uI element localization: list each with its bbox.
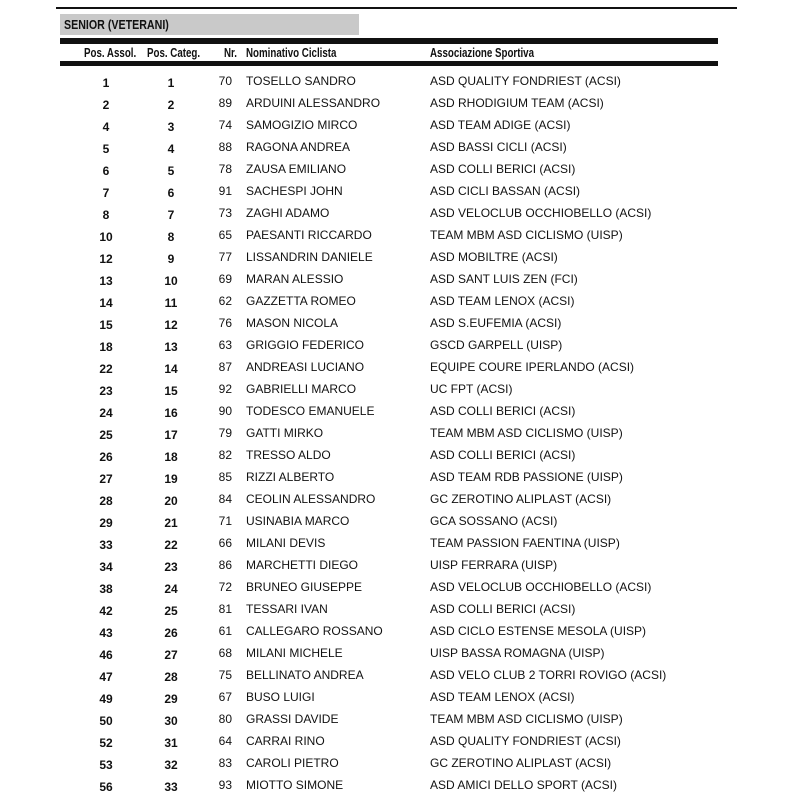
rider-name-cell: BELLINATO ANDREA [246,668,364,682]
pos-assol-cell: 47 [99,670,113,684]
pos-categ-cell: 18 [164,450,178,464]
table-row [0,599,793,621]
rider-name-cell: ZAGHI ADAMO [246,206,330,220]
pos-categ-cell: 12 [164,318,178,332]
bib-number-cell: 73 [218,206,232,220]
pos-assol-cell: 52 [99,736,113,750]
rider-name-cell: GRASSI DAVIDE [246,712,339,726]
pos-categ-cell: 14 [164,362,178,376]
table-row [0,687,793,709]
pos-assol-cell: 56 [99,780,113,794]
team-cell: ASD COLLI BERICI (ACSI) [430,602,576,616]
bib-number-cell: 67 [218,690,232,704]
rider-name-cell: BRUNEO GIUSEPPE [246,580,363,594]
team-cell: ASD CICLI BASSAN (ACSI) [430,184,581,198]
column-header-pos-categ: Pos. Categ. [147,46,201,60]
table-row [0,335,793,357]
pos-assol-cell: 28 [99,494,113,508]
table-row [0,181,793,203]
pos-categ-cell: 24 [164,582,178,596]
bib-number-cell: 85 [218,470,232,484]
team-cell: GC ZEROTINO ALIPLAST (ACSI) [430,492,612,506]
bib-number-cell: 87 [218,360,232,374]
pos-assol-cell: 49 [99,692,113,706]
pos-assol-cell: 50 [99,714,113,728]
pos-assol-cell: 6 [102,164,110,178]
team-cell: ASD COLLI BERICI (ACSI) [430,162,576,176]
bib-number-cell: 92 [218,382,232,396]
bib-number-cell: 68 [218,646,232,660]
pos-categ-cell: 21 [164,516,178,530]
rider-name-cell: CARRAI RINO [246,734,325,748]
category-title: SENIOR (VETERANI) [64,17,169,32]
rider-name-cell: USINABIA MARCO [246,514,350,528]
table-row [0,511,793,533]
pos-assol-cell: 53 [99,758,113,772]
bib-number-cell: 74 [218,118,232,132]
bib-number-cell: 91 [218,184,232,198]
team-cell: UISP FERRARA (UISP) [430,558,558,572]
bib-number-cell: 81 [218,602,232,616]
table-row [0,71,793,93]
pos-assol-cell: 4 [102,120,110,134]
bib-number-cell: 83 [218,756,232,770]
team-cell: ASD TEAM LENOX (ACSI) [430,690,575,704]
pos-assol-cell: 34 [99,560,113,574]
team-cell: ASD COLLI BERICI (ACSI) [430,448,576,462]
table-row [0,203,793,225]
pos-categ-cell: 31 [164,736,178,750]
team-cell: EQUIPE COURE IPERLANDO (ACSI) [430,360,635,374]
pos-assol-cell: 26 [99,450,113,464]
team-cell: TEAM MBM ASD CICLISMO (UISP) [430,228,623,242]
rider-name-cell: TODESCO EMANUELE [246,404,375,418]
team-cell: ASD VELOCLUB OCCHIOBELLO (ACSI) [430,206,652,220]
rider-name-cell: SAMOGIZIO MIRCO [246,118,358,132]
rider-name-cell: GRIGGIO FEDERICO [246,338,365,352]
pos-assol-cell: 24 [99,406,113,420]
table-row [0,643,793,665]
pos-assol-cell: 14 [99,296,113,310]
rider-name-cell: GATTI MIRKO [246,426,324,440]
pos-categ-cell: 33 [164,780,178,794]
team-cell: UISP BASSA ROMAGNA (UISP) [430,646,605,660]
bib-number-cell: 64 [218,734,232,748]
team-cell: ASD VELO CLUB 2 TORRI ROVIGO (ACSI) [430,668,667,682]
table-row [0,93,793,115]
rider-name-cell: MARCHETTI DIEGO [246,558,359,572]
pos-assol-cell: 1 [102,76,110,90]
table-row [0,115,793,137]
team-cell: ASD QUALITY FONDRIEST (ACSI) [430,74,621,88]
rider-name-cell: TESSARI IVAN [246,602,328,616]
team-cell: GCA SOSSANO (ACSI) [430,514,558,528]
pos-assol-cell: 8 [102,208,110,222]
table-row [0,445,793,467]
pos-assol-cell: 38 [99,582,113,596]
pos-assol-cell: 23 [99,384,113,398]
rider-name-cell: CALLEGARO ROSSANO [246,624,383,638]
bib-number-cell: 86 [218,558,232,572]
pos-assol-cell: 29 [99,516,113,530]
table-row [0,269,793,291]
pos-categ-cell: 30 [164,714,178,728]
pos-assol-cell: 18 [99,340,113,354]
team-cell: ASD MOBILTRE (ACSI) [430,250,558,264]
bib-number-cell: 82 [218,448,232,462]
pos-assol-cell: 46 [99,648,113,662]
bib-number-cell: 61 [218,624,232,638]
bib-number-cell: 90 [218,404,232,418]
table-row [0,489,793,511]
pos-assol-cell: 25 [99,428,113,442]
table-row [0,533,793,555]
pos-assol-cell: 15 [99,318,113,332]
pos-categ-cell: 22 [164,538,178,552]
pos-assol-cell: 42 [99,604,113,618]
team-cell: TEAM PASSION FAENTINA (UISP) [430,536,620,550]
bib-number-cell: 63 [218,338,232,352]
column-header-name: Nominativo Ciclista [246,46,337,60]
pos-categ-cell: 32 [164,758,178,772]
pos-assol-cell: 13 [99,274,113,288]
rider-name-cell: MILANI DEVIS [246,536,326,550]
pos-categ-cell: 15 [164,384,178,398]
bib-number-cell: 77 [218,250,232,264]
pos-categ-cell: 23 [164,560,178,574]
rider-name-cell: TOSELLO SANDRO [246,74,356,88]
bib-number-cell: 89 [218,96,232,110]
pos-categ-cell: 26 [164,626,178,640]
rider-name-cell: BUSO LUIGI [246,690,315,704]
bib-number-cell: 65 [218,228,232,242]
team-cell: ASD TEAM ADIGE (ACSI) [430,118,571,132]
bib-number-cell: 75 [218,668,232,682]
pos-assol-cell: 22 [99,362,113,376]
rider-name-cell: GABRIELLI MARCO [246,382,357,396]
pos-categ-cell: 9 [167,252,175,266]
table-row [0,159,793,181]
table-row [0,555,793,577]
team-cell: TEAM MBM ASD CICLISMO (UISP) [430,712,623,726]
top-rule [56,7,737,9]
team-cell: ASD BASSI CICLI (ACSI) [430,140,567,154]
rider-name-cell: ZAUSA EMILIANO [246,162,347,176]
pos-assol-cell: 12 [99,252,113,266]
team-cell: ASD TEAM LENOX (ACSI) [430,294,575,308]
column-header-pos-assol: Pos. Assol. [84,46,137,60]
bib-number-cell: 93 [218,778,232,792]
team-cell: GSCD GARPELL (UISP) [430,338,563,352]
table-row [0,401,793,423]
rider-name-cell: RIZZI ALBERTO [246,470,335,484]
pos-assol-cell: 43 [99,626,113,640]
team-cell: ASD COLLI BERICI (ACSI) [430,404,576,418]
bib-number-cell: 66 [218,536,232,550]
team-cell: ASD S.EUFEMIA (ACSI) [430,316,562,330]
team-cell: ASD VELOCLUB OCCHIOBELLO (ACSI) [430,580,652,594]
rider-name-cell: SACHESPI JOHN [246,184,343,198]
team-cell: TEAM MBM ASD CICLISMO (UISP) [430,426,623,440]
table-row [0,357,793,379]
rider-name-cell: PAESANTI RICCARDO [246,228,372,242]
team-cell: ASD QUALITY FONDRIEST (ACSI) [430,734,621,748]
pos-assol-cell: 5 [102,142,110,156]
pos-categ-cell: 2 [167,98,175,112]
rider-name-cell: RAGONA ANDREA [246,140,351,154]
team-cell: UC FPT (ACSI) [430,382,513,396]
pos-assol-cell: 10 [99,230,113,244]
pos-assol-cell: 7 [102,186,110,200]
pos-categ-cell: 25 [164,604,178,618]
pos-categ-cell: 20 [164,494,178,508]
table-row [0,577,793,599]
pos-categ-cell: 17 [164,428,178,442]
pos-categ-cell: 8 [167,230,175,244]
results-table [0,71,793,797]
bib-number-cell: 76 [218,316,232,330]
rider-name-cell: ANDREASI LUCIANO [246,360,365,374]
pos-categ-cell: 13 [164,340,178,354]
pos-categ-cell: 6 [167,186,175,200]
pos-categ-cell: 27 [164,648,178,662]
table-row [0,467,793,489]
table-row [0,753,793,775]
rider-name-cell: MASON NICOLA [246,316,339,330]
pos-categ-cell: 16 [164,406,178,420]
team-cell: GC ZEROTINO ALIPLAST (ACSI) [430,756,612,770]
rider-name-cell: MIOTTO SIMONE [246,778,344,792]
rider-name-cell: ARDUINI ALESSANDRO [246,96,381,110]
pos-categ-cell: 7 [167,208,175,222]
table-row [0,247,793,269]
table-row [0,423,793,445]
pos-assol-cell: 33 [99,538,113,552]
pos-categ-cell: 3 [167,120,175,134]
bib-number-cell: 71 [218,514,232,528]
table-row [0,731,793,753]
team-cell: ASD TEAM RDB PASSIONE (UISP) [430,470,623,484]
team-cell: ASD RHODIGIUM TEAM (ACSI) [430,96,604,110]
team-cell: ASD CICLO ESTENSE MESOLA (UISP) [430,624,647,638]
team-cell: ASD SANT LUIS ZEN (FCI) [430,272,578,286]
rider-name-cell: GAZZETTA ROMEO [246,294,356,308]
bib-number-cell: 79 [218,426,232,440]
bib-number-cell: 78 [218,162,232,176]
table-row [0,775,793,797]
table-row [0,665,793,687]
rider-name-cell: TRESSO ALDO [246,448,331,462]
table-row [0,137,793,159]
bib-number-cell: 88 [218,140,232,154]
column-header-assoc: Associazione Sportiva [430,46,535,60]
bib-number-cell: 80 [218,712,232,726]
bib-number-cell: 84 [218,492,232,506]
header-rule-bottom [60,61,718,66]
team-cell: ASD AMICI DELLO SPORT (ACSI) [430,778,617,792]
rider-name-cell: CAROLI PIETRO [246,756,339,770]
pos-categ-cell: 11 [164,296,178,310]
column-header-nr: Nr. [224,46,238,60]
rider-name-cell: CEOLIN ALESSANDRO [246,492,376,506]
pos-categ-cell: 19 [164,472,178,486]
pos-categ-cell: 5 [167,164,175,178]
bib-number-cell: 69 [218,272,232,286]
pos-categ-cell: 29 [164,692,178,706]
bib-number-cell: 70 [218,74,232,88]
bib-number-cell: 62 [218,294,232,308]
pos-categ-cell: 4 [167,142,175,156]
table-row [0,225,793,247]
pos-categ-cell: 10 [164,274,178,288]
rider-name-cell: MARAN ALESSIO [246,272,344,286]
table-row [0,709,793,731]
pos-assol-cell: 2 [102,98,110,112]
table-row [0,291,793,313]
table-row [0,621,793,643]
header-rule-top [60,38,718,44]
pos-categ-cell: 1 [167,76,175,90]
table-row [0,313,793,335]
table-row [0,379,793,401]
bib-number-cell: 72 [218,580,232,594]
rider-name-cell: MILANI MICHELE [246,646,343,660]
rider-name-cell: LISSANDRIN DANIELE [246,250,373,264]
pos-categ-cell: 28 [164,670,178,684]
pos-assol-cell: 27 [99,472,113,486]
